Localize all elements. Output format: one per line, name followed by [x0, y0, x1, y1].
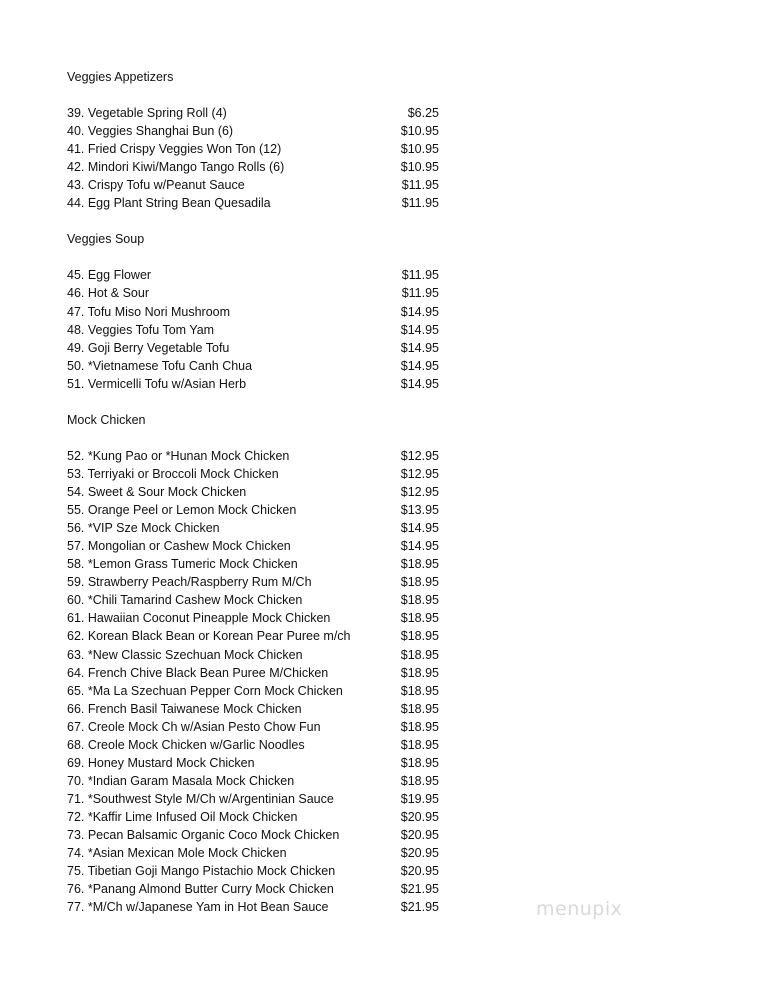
- item-name: 46. Hot & Sour: [67, 286, 149, 301]
- item-price: $10.95: [400, 160, 439, 175]
- item-name: 72. *Kaffir Lime Infused Oil Mock Chicken: [67, 810, 298, 825]
- item-name: 42. Mindori Kiwi/Mango Tango Rolls (6): [67, 160, 285, 175]
- item-name: 53. Terriyaki or Broccoli Mock Chicken: [67, 466, 279, 481]
- menu-item: [67, 519, 439, 537]
- item-price: $20.95: [400, 864, 439, 879]
- item-price: $18.95: [400, 575, 439, 590]
- item-price: $14.95: [400, 376, 439, 391]
- menu-item: [67, 555, 439, 573]
- menu-item: [67, 646, 439, 664]
- item-price: $11.95: [401, 178, 439, 193]
- item-price: $20.95: [400, 828, 439, 843]
- item-price: $18.95: [400, 737, 439, 752]
- item-price: $14.95: [400, 521, 439, 536]
- menu-content: [67, 68, 439, 916]
- item-name: 56. *VIP Sze Mock Chicken: [67, 521, 220, 536]
- section-veggies-soup: [67, 230, 439, 392]
- item-name: 76. *Panang Almond Butter Curry Mock Chicken: [67, 882, 334, 897]
- item-name: 77. *M/Ch w/Japanese Yam in Hot Bean Sauce: [67, 900, 329, 915]
- menu-item: [67, 537, 439, 555]
- menu-item: [67, 303, 439, 321]
- menu-item: [67, 122, 439, 140]
- item-name: 61. Hawaiian Coconut Pineapple Mock Chicken: [67, 611, 331, 626]
- menu-item: [67, 609, 439, 627]
- item-name: 44. Egg Plant String Bean Quesadila: [67, 196, 271, 211]
- menu-item: [67, 862, 439, 880]
- item-name: 75. Tibetian Goji Mango Pistachio Mock Chicken: [67, 864, 336, 879]
- item-name: 49. Goji Berry Vegetable Tofu: [67, 340, 230, 355]
- menu-item: [67, 898, 439, 916]
- menu-item: [67, 664, 439, 682]
- menu-item: [67, 682, 439, 700]
- menu-item: [67, 375, 439, 393]
- item-price: $18.95: [400, 629, 439, 644]
- item-name: 64. French Chive Black Bean Puree M/Chicken: [67, 665, 329, 680]
- menu-item: [67, 266, 439, 284]
- item-name: 55. Orange Peel or Lemon Mock Chicken: [67, 503, 297, 517]
- item-price: $18.95: [400, 755, 439, 770]
- menu-item: [67, 627, 439, 645]
- item-name: 52. *Kung Pao or *Hunan Mock Chicken: [67, 448, 290, 463]
- item-price: $10.95: [400, 142, 439, 157]
- section-title: Veggies Soup: [67, 232, 145, 247]
- item-name: 68. Creole Mock Chicken w/Garlic Noodles: [67, 737, 305, 752]
- menu-item: [67, 808, 439, 826]
- section-title: Mock Chicken: [67, 412, 146, 427]
- item-price: $18.95: [400, 719, 439, 734]
- item-price: $18.95: [400, 593, 439, 608]
- item-price: $18.95: [400, 665, 439, 680]
- item-name: 65. *Ma La Szechuan Pepper Corn Mock Chicken: [67, 683, 343, 698]
- menu-item: [67, 104, 439, 122]
- menu-item: [67, 140, 439, 158]
- item-price: $12.95: [400, 466, 439, 481]
- menu-item: [67, 591, 439, 609]
- item-price: $18.95: [400, 683, 439, 698]
- item-name: 59. Strawberry Peach/Raspberry Rum M/Ch: [67, 575, 312, 590]
- item-name: 63. *New Classic Szechuan Mock Chicken: [67, 647, 303, 662]
- item-name: 71. *Southwest Style M/Ch w/Argentinian Sauce: [67, 792, 334, 806]
- item-name: 70. *Indian Garam Masala Mock Chicken: [67, 773, 295, 788]
- menu-item: [67, 321, 439, 339]
- item-name: 39. Vegetable Spring Roll (4): [67, 106, 227, 120]
- item-price: $14.95: [400, 322, 439, 337]
- item-name: 57. Mongolian or Cashew Mock Chicken: [67, 539, 291, 554]
- item-price: $20.95: [400, 846, 439, 861]
- menu-item: [67, 357, 439, 375]
- menu-item: [67, 826, 439, 844]
- item-price: $12.95: [400, 448, 439, 463]
- menu-item: [67, 844, 439, 862]
- item-price: $18.95: [400, 647, 439, 662]
- menu-item: [67, 339, 439, 357]
- section-mock-chicken: [67, 411, 439, 917]
- menu-item: [67, 736, 439, 754]
- item-name: 54. Sweet & Sour Mock Chicken: [67, 484, 247, 499]
- item-price: $11.95: [401, 286, 439, 301]
- item-name: 43. Crispy Tofu w/Peanut Sauce: [67, 178, 245, 193]
- menu-item: [67, 284, 439, 302]
- item-price: $13.95: [400, 503, 439, 517]
- section-veggies-appetizers: [67, 68, 439, 212]
- menu-item: [67, 790, 439, 808]
- item-name: 45. Egg Flower: [67, 268, 152, 283]
- menu-item: [67, 194, 439, 212]
- section-title: Veggies Appetizers: [67, 70, 174, 84]
- item-price: $18.95: [400, 557, 439, 572]
- item-name: 62. Korean Black Bean or Korean Pear Puree m/ch: [67, 629, 351, 644]
- item-price: $11.95: [401, 196, 439, 211]
- item-name: 41. Fried Crispy Veggies Won Ton (12): [67, 142, 282, 157]
- menu-item: [67, 700, 439, 718]
- item-price: $19.95: [400, 792, 439, 806]
- item-price: $18.95: [400, 773, 439, 788]
- item-name: 47. Tofu Miso Nori Mushroom: [67, 304, 231, 319]
- item-price: $12.95: [400, 484, 439, 499]
- item-price: $14.95: [400, 340, 439, 355]
- menu-item: [67, 176, 439, 194]
- item-price: $14.95: [400, 539, 439, 554]
- item-name: 60. *Chili Tamarind Cashew Mock Chicken: [67, 593, 303, 608]
- item-name: 48. Veggies Tofu Tom Yam: [67, 322, 215, 337]
- item-name: 51. Vermicelli Tofu w/Asian Herb: [67, 376, 247, 391]
- menu-item: [67, 573, 439, 591]
- menu-item: [67, 158, 439, 176]
- menu-item: [67, 447, 439, 465]
- item-price: $18.95: [400, 701, 439, 716]
- menu-item: [67, 483, 439, 501]
- menu-item: [67, 501, 439, 519]
- item-name: 58. *Lemon Grass Tumeric Mock Chicken: [67, 557, 298, 572]
- item-price: $20.95: [400, 810, 439, 825]
- item-name: 50. *Vietnamese Tofu Canh Chua: [67, 358, 253, 373]
- item-list: [67, 447, 439, 917]
- menupix-watermark: menupix: [536, 898, 623, 920]
- item-name: 73. Pecan Balsamic Organic Coco Mock Chicken: [67, 828, 340, 843]
- item-name: 66. French Basil Taiwanese Mock Chicken: [67, 701, 302, 716]
- item-price: $18.95: [400, 611, 439, 626]
- item-list: [67, 104, 439, 212]
- item-name: 67. Creole Mock Ch w/Asian Pesto Chow Fun: [67, 719, 321, 734]
- item-price: $14.95: [400, 304, 439, 319]
- menu-item: [67, 772, 439, 790]
- item-price: $21.95: [400, 882, 439, 897]
- menu-item: [67, 754, 439, 772]
- item-name: 69. Honey Mustard Mock Chicken: [67, 755, 255, 770]
- item-price: $6.25: [407, 106, 439, 120]
- item-price: $14.95: [400, 358, 439, 373]
- menu-item: [67, 718, 439, 736]
- menu-item: [67, 465, 439, 483]
- menu-item: [67, 880, 439, 898]
- item-name: 74. *Asian Mexican Mole Mock Chicken: [67, 846, 287, 861]
- item-name: 40. Veggies Shanghai Bun (6): [67, 124, 234, 139]
- item-price: $21.95: [400, 900, 439, 915]
- item-price: $11.95: [401, 268, 439, 283]
- item-list: [67, 266, 439, 392]
- item-price: $10.95: [400, 124, 439, 139]
